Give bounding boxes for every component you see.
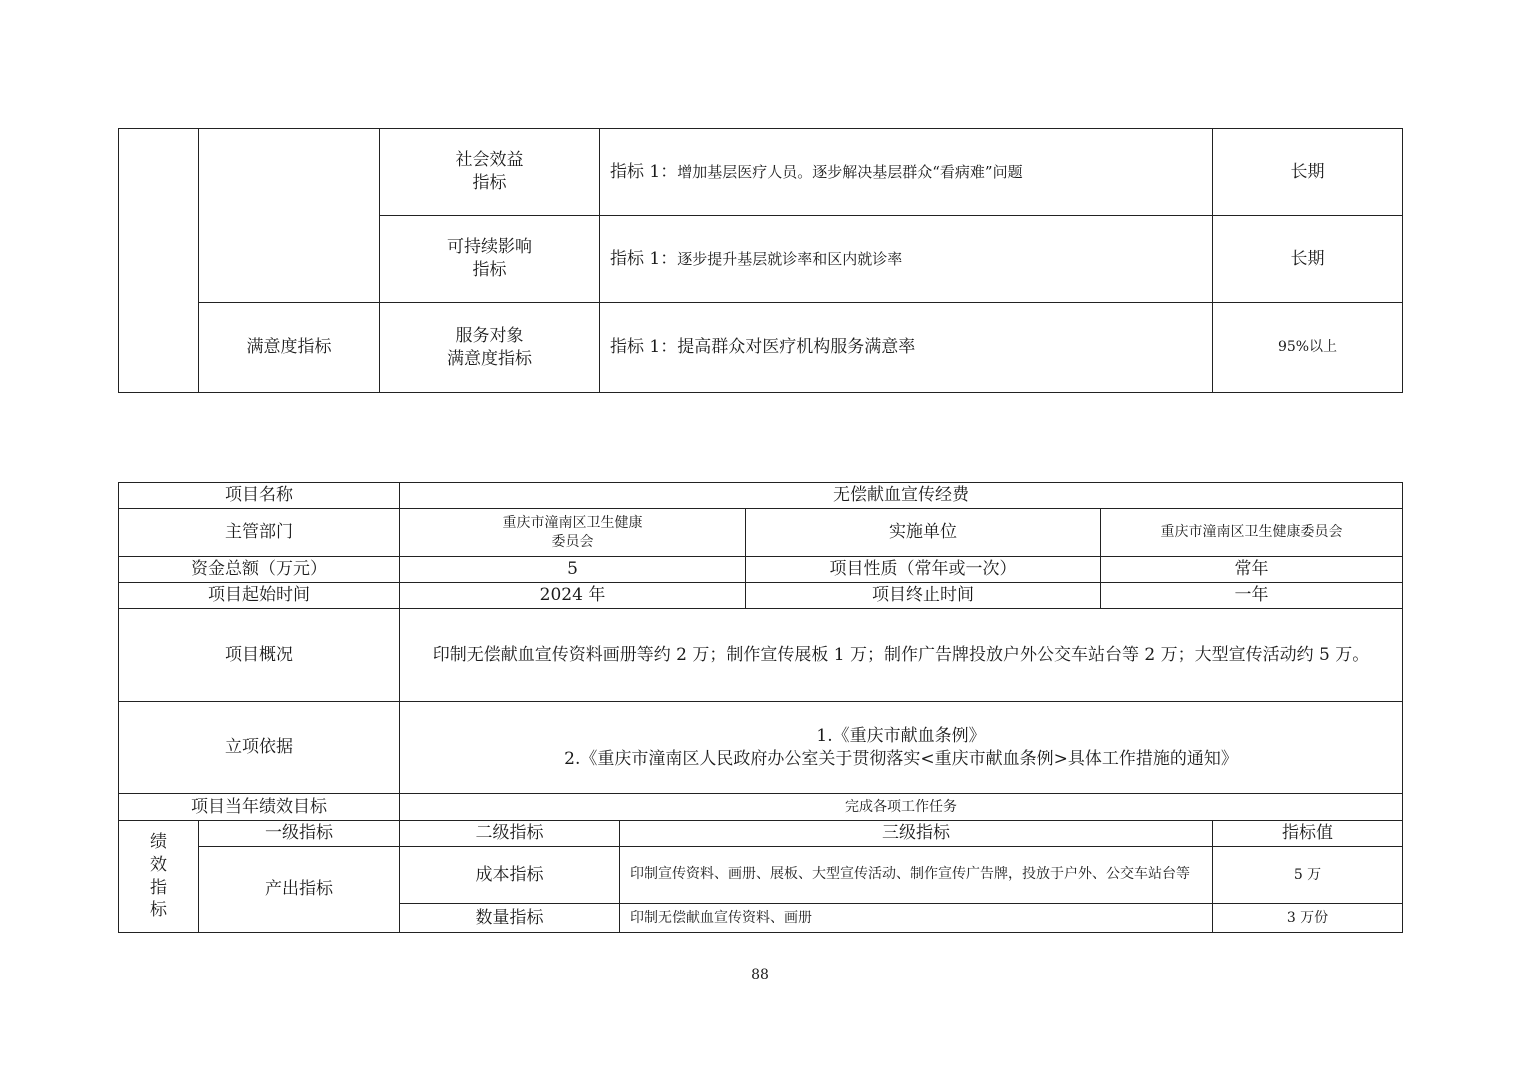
project-name: 无偿献血宣传经费 — [400, 483, 1403, 509]
satisfaction-level1: 满意度指标 — [199, 303, 380, 393]
output-label: 产出指标 — [199, 847, 400, 933]
end-value: 一年 — [1101, 583, 1403, 609]
social-benefit-label: 社会效益 指标 — [380, 129, 600, 216]
funds-label: 资金总额（万元） — [119, 557, 400, 583]
satisfaction-label: 服务对象 满意度指标 — [380, 303, 600, 393]
header-level2: 二级指标 — [400, 821, 620, 847]
nature-label: 项目性质（常年或一次） — [746, 557, 1101, 583]
blank-cell — [199, 129, 380, 303]
overview-label: 项目概况 — [119, 609, 400, 702]
cost-desc: 印制宣传资料、画册、展板、大型宣传活动、制作宣传广告牌，投放于户外、公交车站台等 — [620, 847, 1213, 904]
social-benefit-desc: 指标 1：增加基层医疗人员。逐步解决基层群众“看病难”问题 — [600, 129, 1213, 216]
goal-value: 完成各项工作任务 — [400, 794, 1403, 821]
social-benefit-value: 长期 — [1213, 129, 1403, 216]
impl-label: 实施单位 — [746, 509, 1101, 557]
qty-desc: 印制无偿献血宣传资料、画册 — [620, 904, 1213, 933]
perf-label: 绩 效 指 标 — [119, 821, 199, 933]
blank-cell — [119, 129, 199, 393]
project-table — [118, 482, 1403, 933]
page-number: 88 — [751, 967, 769, 983]
indicator-table-continued — [118, 128, 1403, 393]
project-name-label: 项目名称 — [119, 483, 400, 509]
nature-value: 常年 — [1101, 557, 1403, 583]
qty-label: 数量指标 — [400, 904, 620, 933]
sustainability-label: 可持续影响 指标 — [380, 216, 600, 303]
cost-value: 5 万 — [1213, 847, 1403, 904]
dept-label: 主管部门 — [119, 509, 400, 557]
start-label: 项目起始时间 — [119, 583, 400, 609]
basis-label: 立项依据 — [119, 702, 400, 794]
end-label: 项目终止时间 — [746, 583, 1101, 609]
funds-value: 5 — [400, 557, 746, 583]
cost-label: 成本指标 — [400, 847, 620, 904]
sustainability-desc: 指标 1：逐步提升基层就诊率和区内就诊率 — [600, 216, 1213, 303]
sustainability-value: 长期 — [1213, 216, 1403, 303]
qty-value: 3 万份 — [1213, 904, 1403, 933]
start-value: 2024 年 — [400, 583, 746, 609]
impl-value: 重庆市潼南区卫生健康委员会 — [1101, 509, 1403, 557]
header-level3: 三级指标 — [620, 821, 1213, 847]
satisfaction-desc: 指标 1：提高群众对医疗机构服务满意率 — [600, 303, 1213, 393]
overview-value: 印制无偿献血宣传资料画册等约 2 万；制作宣传展板 1 万；制作广告牌投放户外公交车站台等 2 万；大型宣传活动约 5 万。 — [400, 609, 1403, 702]
satisfaction-value: 95%以上 — [1213, 303, 1403, 393]
dept-value: 重庆市潼南区卫生健康 委员会 — [400, 509, 746, 557]
header-level1: 一级指标 — [199, 821, 400, 847]
header-value: 指标值 — [1213, 821, 1403, 847]
goal-label: 项目当年绩效目标 — [119, 794, 400, 821]
basis-value: 1.《重庆市献血条例》 2.《重庆市潼南区人民政府办公室关于贯彻落实<重庆市献血条例>具体工作措施的通知》 — [400, 702, 1403, 794]
